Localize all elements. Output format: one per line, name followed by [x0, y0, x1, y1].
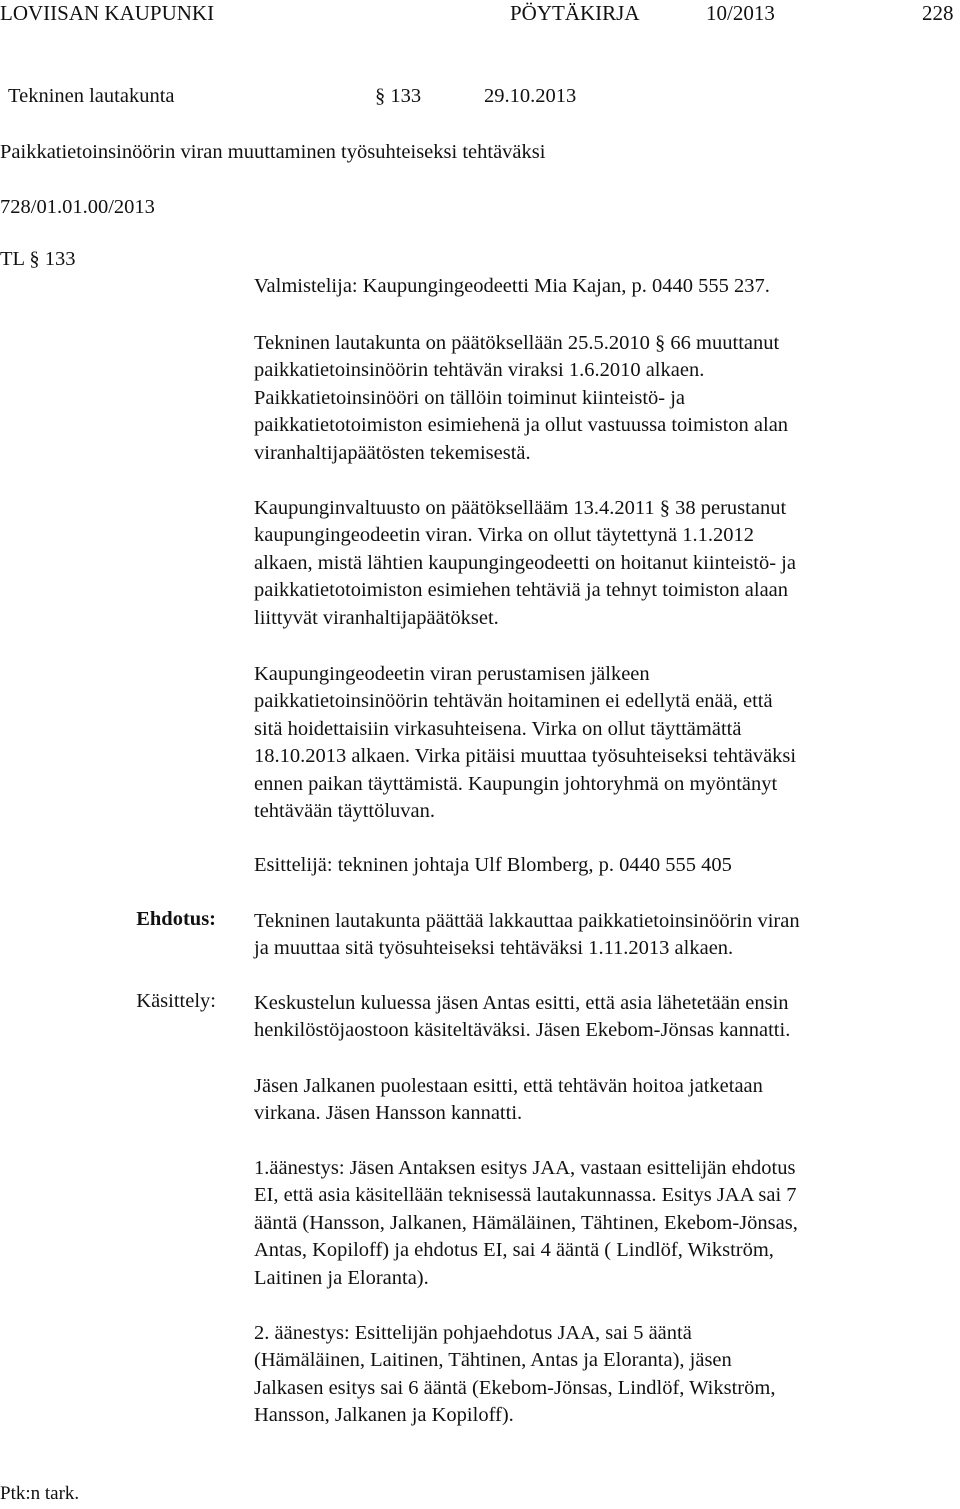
org-name: LOVIISAN KAUPUNKI: [0, 1, 215, 25]
document-type: PÖYTÄKIRJA: [510, 1, 640, 25]
footer-note: Ptk:n tark.: [0, 1483, 80, 1504]
meeting-body: Tekninen lautakunta: [8, 85, 175, 107]
preparer-line: Valmistelija: Kaupungingeodeetti Mia Kajan, p. 0440 555 237.: [254, 275, 770, 297]
section-number: § 133: [375, 85, 422, 107]
vote-2-paragraph: 2. äänestys: Esittelijän pohjaehdotus JAA, sai 5 ääntä (Hämäläinen, Laitinen, Tähtinen, Antas ja Eloranta), jäsen Jalkasen esitys sai 6 ääntä (Ekebom-Jönsas, Lindlöf, Wikström, Hansson, Jalkanen ja Kopiloff).: [254, 1322, 776, 1427]
paragraph-2: Kaupunginvaltuusto on päätöksellääm 13.4.2011 § 38 perustanut kaupungingeodeetin viran. Virka on ollut täytettynä 1.1.2012 alkaen, mistä lähtien kaupungingeodeetti on hoitanut kiinteistö- ja paikkatietotoimiston esimiehen tehtäviä ja tehnyt toimiston alaan liittyvät viranhaltijapäätökset.: [254, 497, 796, 629]
presenter-line: Esittelijä: tekninen johtaja Ulf Blomberg, p. 0440 555 405: [254, 854, 732, 876]
case-number: 728/01.01.00/2013: [0, 196, 155, 218]
subject-title: Paikkatietoinsinöörin viran muuttaminen työsuhteiseksi tehtäväksi: [0, 141, 546, 163]
paragraph-3: Kaupungingeodeetin viran perustamisen jälkeen paikkatietoinsinöörin tehtävän hoitaminen ei edellytä enää, että sitä hoidettaisiin virkasuhteisena. Virka on ollut täyttämättä 18.10.2013 alkaen. Virka pitäisi muuttaa työsuhteiseksi tehtäväksi ennen paikan täyttämistä. Kaupungin johtoryhmä on myöntänyt tehtävään täyttöluvan.: [254, 663, 797, 823]
handling-paragraph-1: Keskustelun kuluessa jäsen Antas esitti, että asia lähetetään ensin henkilöstöjaostoon käsiteltäväksi. Jäsen Ekebom-Jönsas kannatti.: [254, 992, 791, 1042]
paragraph-1: Tekninen lautakunta on päätöksellään 25.5.2010 § 66 muuttanut paikkatietoinsinöörin tehtävän viraksi 1.6.2010 alkaen. Paikkatietoinsinööri on tällöin toiminut kiinteistö- ja paikkatietotoimiston esimiehenä ja ollut vastuussa toimiston alan viranhaltijapäätösten tekemisestä.: [254, 332, 789, 464]
issue-number: 10/2013: [706, 1, 775, 25]
vote-1-paragraph: 1.äänestys: Jäsen Antaksen esitys JAA, vastaan esittelijän ehdotus EI, että asia käsitellään teknisessä lautakunnassa. Esitys JAA sai 7 ääntä (Hansson, Jalkanen, Hämäläinen, Tähtinen, Ekebom-Jönsas, Antas, Kopiloff) ja ehdotus EI, sai 4 ääntä ( Lindlöf, Wikström, Laitinen ja Eloranta).: [254, 1157, 798, 1289]
handling-label: Käsittely:: [136, 990, 216, 1012]
reference: TL § 133: [0, 248, 76, 270]
meeting-date: 29.10.2013: [484, 85, 577, 107]
proposal-label: Ehdotus:: [136, 908, 216, 930]
handling-paragraph-2: Jäsen Jalkanen puolestaan esitti, että tehtävän hoitoa jatketaan virkana. Jäsen Hansson kannatti.: [254, 1075, 763, 1125]
page-number: 228: [922, 1, 954, 25]
proposal-text: Tekninen lautakunta päättää lakkauttaa paikkatietoinsinöörin viran ja muuttaa sitä työsuhteiseksi tehtäväksi 1.11.2013 alkaen.: [254, 910, 800, 960]
